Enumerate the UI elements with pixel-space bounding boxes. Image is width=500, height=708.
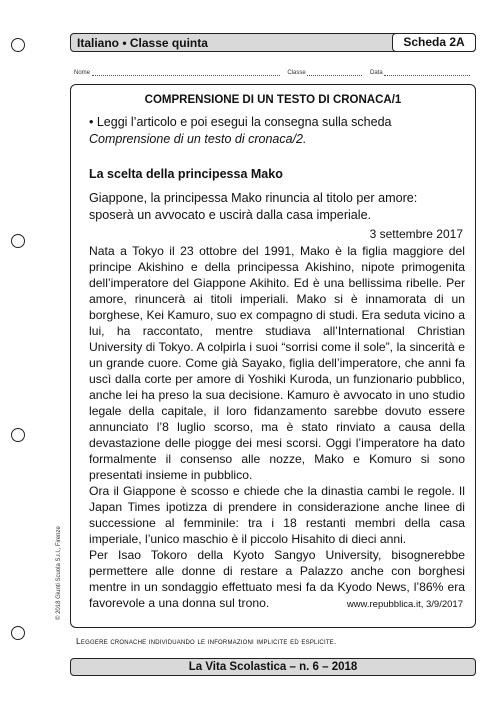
binder-hole-bottom (11, 626, 25, 640)
copyright-note: © 2018 Giunti Scuola S.r.l., Firenze (56, 526, 62, 620)
page-header (70, 33, 476, 52)
data-label: Data (370, 70, 383, 76)
article-date: 3 settembre 2017 (369, 227, 463, 241)
article-subtitle: La scelta della principessa Mako (89, 167, 283, 181)
subject-title: Italiano • Classe quinta (77, 36, 208, 50)
nome-label: Nome (74, 70, 91, 76)
page-footer: La Vita Scolastica – n. 6 – 2018 (70, 658, 476, 676)
binder-hole-lower-middle (11, 428, 25, 442)
classe-label: Classe (287, 70, 306, 76)
content-card (70, 84, 476, 628)
article-paragraph: Per Isao Tokoro della Kyoto Sangyo University, bisognerebbe permettere alle donne di restare a Palazzo anche con borghesi mentre in un sondaggio effettuato mesi fa da Kyodo News, l’86% era favorevole a una donna sul trono. (89, 548, 465, 610)
article-source: www.repubblica.it, 3/9/2017 (346, 599, 463, 610)
card-heading: COMPRENSIONE DI UN TESTO DI CRONACA/1 (144, 94, 402, 106)
instruction-italic-text: Comprensione di un testo di cronaca/2. (89, 132, 307, 146)
article-paragraph: Ora il Giappone è scosso e chiede che la dinastia cambi le regole. Il Japan Times ipotizza di prendere in considerazione anche linee di successione al femminile: tra i 18 restanti membri della casa imperiale, l’unico maschio è il piccolo Hisahito di dieci anni. (89, 484, 465, 546)
article-paragraph: Nata a Tokyo il 23 ottobre del 1991, Mako è la figlia maggiore del principe Akishino e della principessa Akishino, nipote primogenita dell’imperatore del Giappone Akihito. Ed è una bellissima ribelle. Per amore, rinuncerà ai titoli imperiali. Mako si è innamorata di un borghese, Kei Kamuro, suo ex compagno di studi. Era seduta vicino a lui, ha raccontato, mentre studiava all’International Christian University di Tokyo. A colpirla i suoi “sorrisi come il sole”, la sincerità e un grande cuore. Come già Sayako, figlia dell’imperatore, che anni fa uscì dalla corte per amore di Yoshiki Kuroda, un funzionario pubblico, anche lei ha preso la sua decisione. Kamuro è avvocato in uno studio legale della capitale, il loro fidanzamento sarebbe dovuto essere annunciato l’8 luglio scorso, ma è stato rinviato a causa della devastazione delle piogge dei mesi scorsi. Oggi l’imperatore ha dato formalmente il consenso alle nozze, Mako e Komuro si sono presentati insieme in pubblico. (89, 244, 465, 482)
classe-field[interactable] (307, 69, 362, 76)
scheda-label: Scheda 2A (392, 33, 476, 52)
instruction (89, 114, 465, 148)
nome-field[interactable] (92, 69, 280, 76)
student-fields-row (74, 69, 476, 76)
binder-hole-upper-middle (11, 234, 25, 248)
article-body (89, 243, 465, 611)
instruction-text: • Leggi l’articolo e poi esegui la consegna sulla scheda (89, 115, 392, 129)
article-lead: Giappone, la principessa Mako rinuncia al titolo per amore: sposerà un avvocato e uscirà dalla casa imperiale. (89, 191, 418, 222)
data-field[interactable] (384, 69, 470, 76)
binder-hole-top (11, 38, 25, 52)
learning-objective: Leggere cronache individuando le informazioni implicite ed esplicite. (76, 636, 337, 646)
